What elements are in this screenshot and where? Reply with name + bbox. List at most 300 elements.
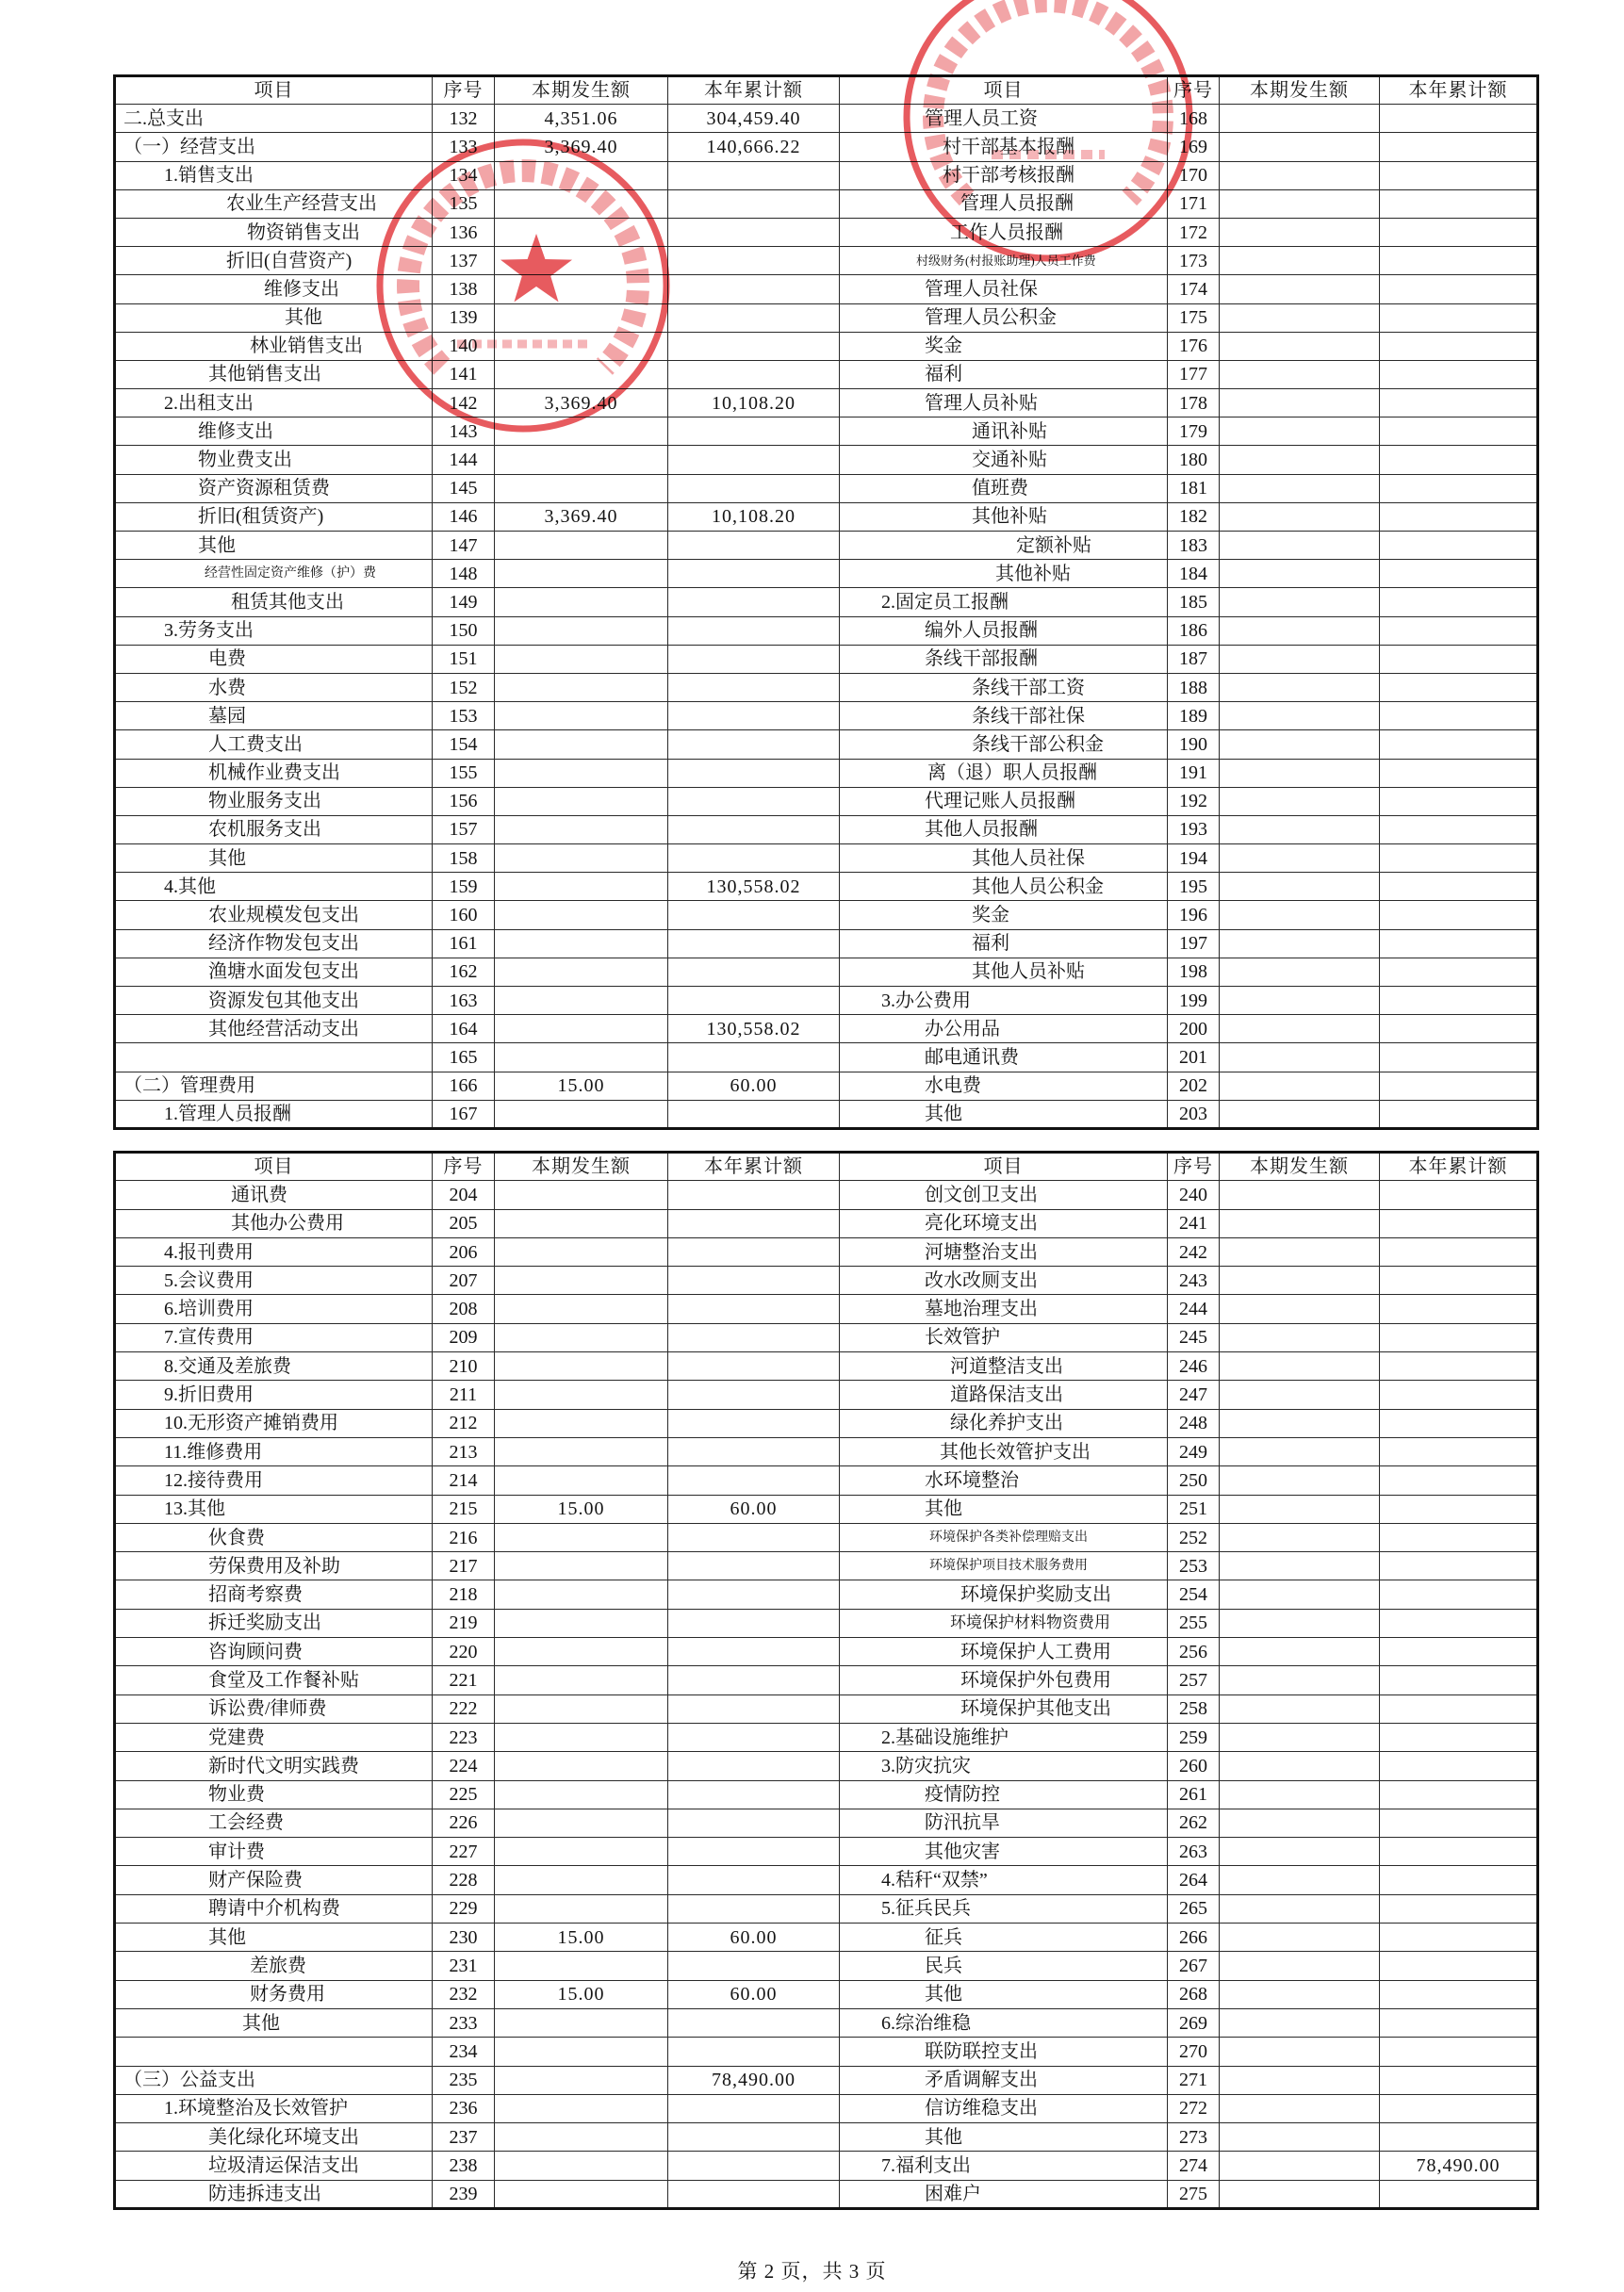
serial-cell-left: 225 [433, 1780, 495, 1809]
ytd-amount-cell-left [668, 1523, 840, 1551]
ytd-amount-cell-left [668, 332, 840, 360]
item-cell-left: 维修支出 [115, 275, 433, 303]
item-cell-right: 村干部基本报酬 [840, 133, 1168, 161]
current-amount-cell-right [1220, 844, 1380, 873]
ytd-amount-cell-right [1380, 218, 1538, 246]
ytd-amount-cell-right [1380, 1043, 1538, 1072]
item-cell-right: 环境保护其他支出 [840, 1694, 1168, 1723]
serial-cell-left: 226 [433, 1809, 495, 1837]
current-amount-cell-left: 3,369.40 [495, 502, 668, 531]
serial-cell-right: 251 [1168, 1495, 1220, 1523]
current-amount-cell-right [1220, 1237, 1380, 1266]
item-cell-right: 疫情防控 [840, 1780, 1168, 1809]
ytd-amount-cell-left [668, 2123, 840, 2152]
item-cell-left: 物资销售支出 [115, 218, 433, 246]
ytd-amount-cell-right [1380, 702, 1538, 730]
ytd-amount-cell-right [1380, 616, 1538, 645]
ytd-amount-cell-left [668, 1209, 840, 1237]
item-cell-left: 人工费支出 [115, 730, 433, 759]
table-row [115, 560, 1538, 588]
serial-cell-left: 155 [433, 759, 495, 787]
serial-cell-left: 135 [433, 189, 495, 218]
current-amount-cell-left [495, 1580, 668, 1609]
serial-cell-right: 248 [1168, 1409, 1220, 1437]
serial-cell-left: 157 [433, 815, 495, 843]
ytd-amount-cell-right: 78,490.00 [1380, 2152, 1538, 2180]
serial-cell-right: 243 [1168, 1267, 1220, 1295]
serial-cell-left: 219 [433, 1609, 495, 1637]
current-amount-cell-left [495, 1666, 668, 1694]
ytd-amount-cell-right [1380, 1838, 1538, 1866]
ytd-amount-cell-left [668, 1694, 840, 1723]
current-amount-cell-left [495, 2066, 668, 2094]
current-amount-cell-left: 15.00 [495, 1980, 668, 2008]
ytd-amount-cell-left [668, 815, 840, 843]
serial-cell-right: 174 [1168, 275, 1220, 303]
serial-cell-right: 196 [1168, 901, 1220, 929]
ytd-amount-cell-left [668, 1295, 840, 1323]
serial-cell-right: 179 [1168, 417, 1220, 446]
serial-cell-left: 227 [433, 1838, 495, 1866]
current-amount-cell-right [1220, 1666, 1380, 1694]
serial-cell-left: 213 [433, 1437, 495, 1465]
item-cell-right: 水环境整治 [840, 1466, 1168, 1495]
serial-cell-right: 177 [1168, 360, 1220, 388]
ytd-amount-cell-left: 60.00 [668, 1980, 840, 2008]
ytd-amount-cell-left [668, 673, 840, 701]
ytd-amount-cell-right [1380, 1723, 1538, 1751]
current-amount-cell-left [495, 1181, 668, 1209]
item-cell-right: 工作人员报酬 [840, 218, 1168, 246]
ytd-amount-cell-left: 130,558.02 [668, 873, 840, 901]
ytd-amount-cell-right [1380, 2123, 1538, 2152]
current-amount-cell-left: 4,351.06 [495, 105, 668, 133]
ytd-amount-cell-right [1380, 502, 1538, 531]
current-amount-cell-right [1220, 332, 1380, 360]
current-amount-cell-left [495, 1295, 668, 1323]
current-amount-cell-left [495, 1638, 668, 1666]
ytd-amount-cell-left [668, 218, 840, 246]
serial-cell-right: 190 [1168, 730, 1220, 759]
current-amount-cell-right [1220, 1043, 1380, 1072]
ytd-amount-cell-right [1380, 987, 1538, 1015]
serial-cell-left: 211 [433, 1381, 495, 1409]
current-amount-cell-left [495, 1609, 668, 1637]
table-row [115, 844, 1538, 873]
serial-cell-right: 261 [1168, 1780, 1220, 1809]
item-cell-right: 编外人员报酬 [840, 616, 1168, 645]
current-amount-cell-left [495, 759, 668, 787]
ytd-amount-cell-right [1380, 189, 1538, 218]
current-amount-cell-left [495, 1952, 668, 1980]
serial-cell-left: 150 [433, 616, 495, 645]
ytd-amount-cell-right [1380, 1638, 1538, 1666]
ytd-amount-cell-left [668, 2152, 840, 2180]
item-cell-left: 其他经营活动支出 [115, 1015, 433, 1043]
item-cell-right: 邮电通讯费 [840, 1043, 1168, 1072]
current-amount-cell-right [1220, 1437, 1380, 1465]
serial-cell-left: 228 [433, 1866, 495, 1894]
item-cell-right: 3.防灾抗灾 [840, 1752, 1168, 1780]
serial-cell-left: 139 [433, 303, 495, 332]
ytd-amount-cell-right [1380, 759, 1538, 787]
item-cell-right: 墓地治理支出 [840, 1295, 1168, 1323]
current-amount-cell-right [1220, 1609, 1380, 1637]
header-ytd-amount-right: 本年累计额 [1380, 76, 1538, 105]
ytd-amount-cell-left [668, 844, 840, 873]
current-amount-cell-right [1220, 2038, 1380, 2066]
table-row [115, 702, 1538, 730]
serial-cell-left: 206 [433, 1237, 495, 1266]
item-cell-left: 渔塘水面发包支出 [115, 958, 433, 986]
table-row [115, 1780, 1538, 1809]
item-cell-left: 租赁其他支出 [115, 588, 433, 616]
item-cell-right: 定额补贴 [840, 532, 1168, 560]
item-cell-left: 4.其他 [115, 873, 433, 901]
current-amount-cell-left [495, 303, 668, 332]
ytd-amount-cell-left: 60.00 [668, 1072, 840, 1100]
serial-cell-right: 262 [1168, 1809, 1220, 1837]
current-amount-cell-right [1220, 1323, 1380, 1351]
ytd-amount-cell-right [1380, 901, 1538, 929]
table-row [115, 1694, 1538, 1723]
item-cell-left: 党建费 [115, 1723, 433, 1751]
table-row [115, 1666, 1538, 1694]
header-item-right: 项目 [840, 76, 1168, 105]
current-amount-cell-right [1220, 247, 1380, 275]
serial-cell-left: 140 [433, 332, 495, 360]
ytd-amount-cell-right [1380, 1323, 1538, 1351]
current-amount-cell-right [1220, 2152, 1380, 2180]
item-cell-left [115, 1043, 433, 1072]
current-amount-cell-left [495, 275, 668, 303]
item-cell-left: 农业规模发包支出 [115, 901, 433, 929]
ytd-amount-cell-right [1380, 105, 1538, 133]
serial-cell-left: 148 [433, 560, 495, 588]
item-cell-right: 环境保护材料物资费用 [840, 1609, 1168, 1637]
item-cell-right: 5.征兵民兵 [840, 1894, 1168, 1923]
current-amount-cell-left [495, 1894, 668, 1923]
current-amount-cell-left: 3,369.40 [495, 389, 668, 417]
serial-cell-left: 153 [433, 702, 495, 730]
item-cell-right: 3.办公费用 [840, 987, 1168, 1015]
ytd-amount-cell-right [1380, 1752, 1538, 1780]
ytd-amount-cell-left [668, 2038, 840, 2066]
ytd-amount-cell-left: 304,459.40 [668, 105, 840, 133]
serial-cell-right: 184 [1168, 560, 1220, 588]
item-cell-right: 2.固定员工报酬 [840, 588, 1168, 616]
ytd-amount-cell-left [668, 1666, 840, 1694]
serial-cell-right: 185 [1168, 588, 1220, 616]
item-cell-left: 维修支出 [115, 417, 433, 446]
ytd-amount-cell-right [1380, 1466, 1538, 1495]
ytd-amount-cell-left [668, 2094, 840, 2122]
serial-cell-left: 214 [433, 1466, 495, 1495]
current-amount-cell-right [1220, 1580, 1380, 1609]
current-amount-cell-right [1220, 616, 1380, 645]
table-row [115, 1638, 1538, 1666]
item-cell-right: 其他长效管护支出 [840, 1437, 1168, 1465]
ytd-amount-cell-right [1380, 815, 1538, 843]
table-row [115, 1723, 1538, 1751]
table-row [115, 1495, 1538, 1523]
ytd-amount-cell-right [1380, 2038, 1538, 2066]
ytd-amount-cell-right [1380, 2008, 1538, 2037]
item-cell-right: 奖金 [840, 332, 1168, 360]
ytd-amount-cell-right [1380, 958, 1538, 986]
current-amount-cell-right [1220, 1495, 1380, 1523]
table-row [115, 332, 1538, 360]
table-row [115, 161, 1538, 189]
current-amount-cell-right [1220, 787, 1380, 815]
item-cell-right: 条线干部公积金 [840, 730, 1168, 759]
serial-cell-left: 215 [433, 1495, 495, 1523]
table-row [115, 987, 1538, 1015]
header-row [115, 1153, 1538, 1181]
header-current-amount-right: 本期发生额 [1220, 76, 1380, 105]
current-amount-cell-left [495, 247, 668, 275]
current-amount-cell-right [1220, 133, 1380, 161]
ytd-amount-cell-right [1380, 1980, 1538, 2008]
item-cell-left: 1.环境整治及长效管护 [115, 2094, 433, 2122]
serial-cell-left: 229 [433, 1894, 495, 1923]
serial-cell-left: 141 [433, 360, 495, 388]
current-amount-cell-right [1220, 929, 1380, 958]
serial-cell-right: 202 [1168, 1072, 1220, 1100]
ytd-amount-cell-right [1380, 1409, 1538, 1437]
table-row [115, 2008, 1538, 2037]
table-row [115, 929, 1538, 958]
current-amount-cell-right [1220, 1723, 1380, 1751]
ytd-amount-cell-left [668, 1100, 840, 1128]
table-row [115, 588, 1538, 616]
ytd-amount-cell-right [1380, 1809, 1538, 1837]
serial-cell-left: 221 [433, 1666, 495, 1694]
ytd-amount-cell-right [1380, 1352, 1538, 1381]
ytd-amount-cell-left [668, 360, 840, 388]
current-amount-cell-right [1220, 2094, 1380, 2122]
table-row [115, 1181, 1538, 1209]
item-cell-left: 林业销售支出 [115, 332, 433, 360]
header-ytd-amount-left: 本年累计额 [668, 1153, 840, 1181]
serial-cell-left: 132 [433, 105, 495, 133]
item-cell-right: 办公用品 [840, 1015, 1168, 1043]
serial-cell-right: 252 [1168, 1523, 1220, 1551]
ytd-amount-cell-right [1380, 1495, 1538, 1523]
ytd-amount-cell-left [668, 1466, 840, 1495]
item-cell-left: 4.报刊费用 [115, 1237, 433, 1266]
ytd-amount-cell-left [668, 759, 840, 787]
current-amount-cell-right [1220, 873, 1380, 901]
serial-cell-right: 186 [1168, 616, 1220, 645]
item-cell-left: （二）管理费用 [115, 1072, 433, 1100]
ytd-amount-cell-left: 130,558.02 [668, 1015, 840, 1043]
header-current-amount-left: 本期发生额 [495, 1153, 668, 1181]
item-cell-left: 其他 [115, 844, 433, 873]
item-cell-left: 差旅费 [115, 1952, 433, 1980]
item-cell-right: 绿化养护支出 [840, 1409, 1168, 1437]
item-cell-left: 折旧(租赁资产) [115, 502, 433, 531]
table-row [115, 1267, 1538, 1295]
table-body [115, 105, 1538, 1129]
current-amount-cell-left [495, 673, 668, 701]
current-amount-cell-right [1220, 502, 1380, 531]
ytd-amount-cell-right [1380, 332, 1538, 360]
current-amount-cell-right [1220, 1780, 1380, 1809]
item-cell-left: 工会经费 [115, 1809, 433, 1837]
item-cell-left: 1.管理人员报酬 [115, 1100, 433, 1128]
item-cell-right: 条线干部工资 [840, 673, 1168, 701]
item-cell-left: 食堂及工作餐补贴 [115, 1666, 433, 1694]
table-row [115, 958, 1538, 986]
ytd-amount-cell-right [1380, 474, 1538, 502]
current-amount-cell-left [495, 645, 668, 673]
table-row [115, 1437, 1538, 1465]
item-cell-right: 2.基础设施维护 [840, 1723, 1168, 1751]
current-amount-cell-right [1220, 105, 1380, 133]
current-amount-cell-right [1220, 1866, 1380, 1894]
serial-cell-left: 207 [433, 1267, 495, 1295]
serial-cell-left: 209 [433, 1323, 495, 1351]
ytd-amount-cell-right [1380, 1952, 1538, 1980]
current-amount-cell-left: 15.00 [495, 1924, 668, 1952]
ytd-amount-cell-left [668, 1181, 840, 1209]
table-body [115, 1181, 1538, 2209]
serial-cell-right: 176 [1168, 332, 1220, 360]
serial-cell-left: 142 [433, 389, 495, 417]
current-amount-cell-right [1220, 474, 1380, 502]
item-cell-right: 征兵 [840, 1924, 1168, 1952]
ytd-amount-cell-right [1380, 1580, 1538, 1609]
item-cell-right: 通讯补贴 [840, 417, 1168, 446]
table-row [115, 1015, 1538, 1043]
item-cell-right: 条线干部社保 [840, 702, 1168, 730]
item-cell-left: 审计费 [115, 1838, 433, 1866]
current-amount-cell-right [1220, 1267, 1380, 1295]
ytd-amount-cell-right [1380, 1237, 1538, 1266]
ytd-amount-cell-left [668, 1752, 840, 1780]
item-cell-right: 河道整洁支出 [840, 1352, 1168, 1381]
current-amount-cell-left [495, 360, 668, 388]
item-cell-left: 资源发包其他支出 [115, 987, 433, 1015]
item-cell-left: 3.劳务支出 [115, 616, 433, 645]
ytd-amount-cell-right [1380, 1523, 1538, 1551]
current-amount-cell-left [495, 2152, 668, 2180]
ytd-amount-cell-left [668, 987, 840, 1015]
current-amount-cell-left [495, 474, 668, 502]
serial-cell-right: 241 [1168, 1209, 1220, 1237]
current-amount-cell-right [1220, 645, 1380, 673]
item-cell-left: 防违拆违支出 [115, 2180, 433, 2208]
item-cell-right: 其他人员补贴 [840, 958, 1168, 986]
current-amount-cell-right [1220, 1015, 1380, 1043]
current-amount-cell-right [1220, 815, 1380, 843]
serial-cell-left: 149 [433, 588, 495, 616]
table-header [115, 76, 1538, 105]
ytd-amount-cell-left [668, 1552, 840, 1580]
ytd-amount-cell-right [1380, 446, 1538, 474]
serial-cell-left: 208 [433, 1295, 495, 1323]
item-cell-right: 其他补贴 [840, 502, 1168, 531]
table-row [115, 1237, 1538, 1266]
current-amount-cell-right [1220, 189, 1380, 218]
serial-cell-right: 183 [1168, 532, 1220, 560]
serial-cell-right: 266 [1168, 1924, 1220, 1952]
item-cell-left: 二.总支出 [115, 105, 433, 133]
ytd-amount-cell-right [1380, 2180, 1538, 2208]
current-amount-cell-right [1220, 588, 1380, 616]
serial-cell-right: 188 [1168, 673, 1220, 701]
serial-cell-right: 191 [1168, 759, 1220, 787]
ytd-amount-cell-right [1380, 873, 1538, 901]
ytd-amount-cell-right [1380, 2066, 1538, 2094]
item-cell-right: 奖金 [840, 901, 1168, 929]
table-row [115, 1809, 1538, 1837]
table-row [115, 645, 1538, 673]
current-amount-cell-left [495, 1752, 668, 1780]
ytd-amount-cell-right [1380, 588, 1538, 616]
header-item-left: 项目 [115, 1153, 433, 1181]
item-cell-left: 农机服务支出 [115, 815, 433, 843]
expense-table-upper [113, 74, 1539, 1130]
current-amount-cell-right [1220, 1980, 1380, 2008]
serial-cell-left: 236 [433, 2094, 495, 2122]
serial-cell-right: 242 [1168, 1237, 1220, 1266]
serial-cell-left: 158 [433, 844, 495, 873]
item-cell-left: 5.会议费用 [115, 1267, 433, 1295]
item-cell-right: 其他 [840, 1980, 1168, 2008]
table-row [115, 1352, 1538, 1381]
ytd-amount-cell-left [668, 560, 840, 588]
ytd-amount-cell-left [668, 161, 840, 189]
ytd-amount-cell-right [1380, 645, 1538, 673]
serial-cell-left: 204 [433, 1181, 495, 1209]
current-amount-cell-right [1220, 1952, 1380, 1980]
serial-cell-left: 160 [433, 901, 495, 929]
current-amount-cell-right [1220, 1466, 1380, 1495]
ytd-amount-cell-left [668, 2008, 840, 2037]
ytd-amount-cell-left: 60.00 [668, 1924, 840, 1952]
table-row [115, 1924, 1538, 1952]
serial-cell-right: 198 [1168, 958, 1220, 986]
ytd-amount-cell-right [1380, 303, 1538, 332]
item-cell-right: 河塘整治支出 [840, 1237, 1168, 1266]
ytd-amount-cell-right [1380, 133, 1538, 161]
table-row [115, 1866, 1538, 1894]
ytd-amount-cell-left [668, 1952, 840, 1980]
serial-cell-left: 133 [433, 133, 495, 161]
serial-cell-right: 172 [1168, 218, 1220, 246]
current-amount-cell-left [495, 815, 668, 843]
item-cell-left: 物业服务支出 [115, 787, 433, 815]
serial-cell-right: 253 [1168, 1552, 1220, 1580]
ytd-amount-cell-right [1380, 360, 1538, 388]
serial-cell-right: 268 [1168, 1980, 1220, 2008]
item-cell-right: 代理记账人员报酬 [840, 787, 1168, 815]
item-cell-right: 管理人员公积金 [840, 303, 1168, 332]
serial-cell-left: 212 [433, 1409, 495, 1437]
item-cell-right: 条线干部报酬 [840, 645, 1168, 673]
item-cell-right: 环境保护人工费用 [840, 1638, 1168, 1666]
item-cell-right: 信访维稳支出 [840, 2094, 1168, 2122]
ytd-amount-cell-right [1380, 1694, 1538, 1723]
current-amount-cell-right [1220, 1752, 1380, 1780]
table-row [115, 1072, 1538, 1100]
current-amount-cell-right [1220, 730, 1380, 759]
serial-cell-left: 163 [433, 987, 495, 1015]
ytd-amount-cell-left [668, 474, 840, 502]
serial-cell-left: 223 [433, 1723, 495, 1751]
